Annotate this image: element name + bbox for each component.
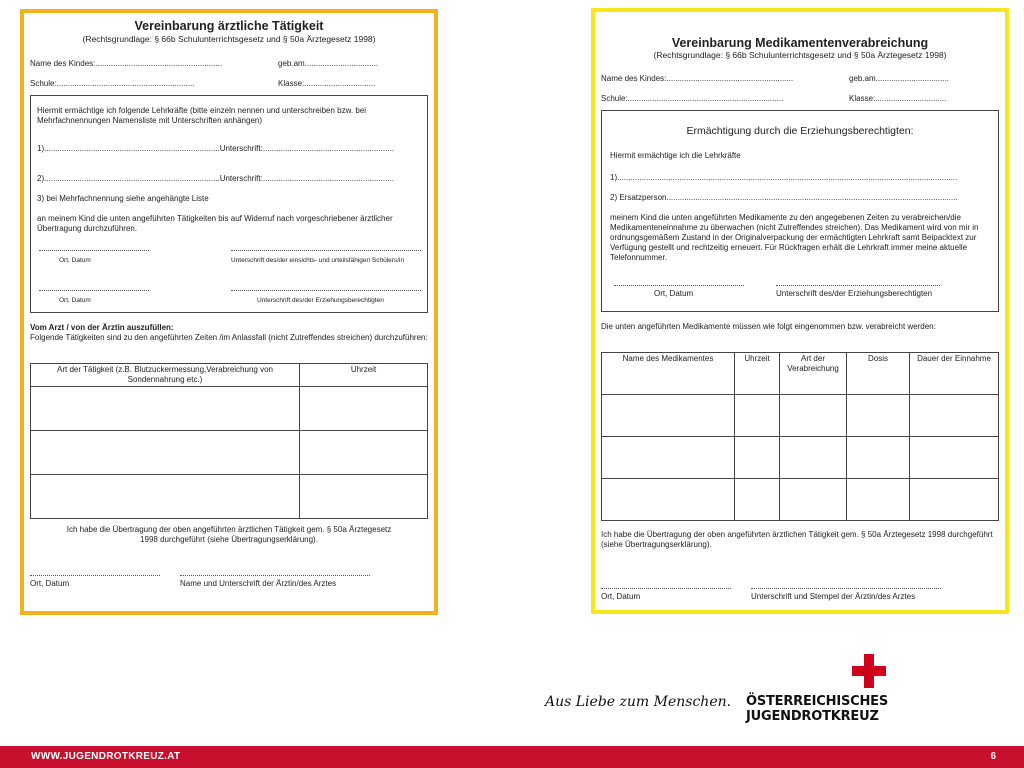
signature-line xyxy=(39,250,149,251)
table-row xyxy=(31,387,428,431)
birthdate-label: geb.am................................. xyxy=(278,59,379,68)
medical-activity-agreement-form xyxy=(20,9,438,615)
child-name-label: Name des Kindes:......................................................... xyxy=(30,59,223,68)
box-heading: Ermächtigung durch die Erziehungsberechtigten: xyxy=(686,125,914,137)
authorization-text: an meinem Kind die unten angeführten Tätigkeiten bis auf Widerruf nach vorgeschriebener ärztlicher Übertragung durchzuführen. xyxy=(37,214,393,233)
table-row xyxy=(602,479,999,521)
form-subtitle: (Rechtsgrundlage: § 66b Schulunterrichtsgesetz und § 50a Ärztegesetz 1998) xyxy=(653,50,947,60)
table-row xyxy=(602,395,999,437)
school-label: Schule:...................................................................... xyxy=(601,94,784,103)
table-row xyxy=(31,431,428,475)
place-date-label: Ort, Datum xyxy=(601,592,641,601)
teacher-line-1: 1)......................................................................................................................................................... xyxy=(610,173,958,182)
teacher-line-1: 1)...............................................................................Unterschrift:........................................................... xyxy=(37,144,394,153)
slogan: Aus Liebe zum Menschen. xyxy=(545,694,732,710)
table-row xyxy=(31,475,428,519)
signature-line xyxy=(39,290,149,291)
confirmation-text: Ich habe die Übertragung der oben angeführten ärztlichen Tätigkeit gem. § 50a Ärztegesetz 1998 durchgeführt (siehe Übertragungserklärung). xyxy=(66,525,392,544)
place-date-label: Ort, Datum xyxy=(59,257,91,264)
doctor-signature-label: Name und Unterschrift der Ärztin/des Arztes xyxy=(180,579,337,588)
medication-table xyxy=(601,352,999,521)
place-date-label: Ort, Datum xyxy=(59,297,91,304)
signature-line xyxy=(614,285,744,286)
signature-line xyxy=(601,588,731,589)
teacher-line-2: 2)...............................................................................Unterschrift:........................................................... xyxy=(37,174,394,183)
birthdate-label: geb.am................................. xyxy=(849,74,950,83)
footer-website-link[interactable]: WWW.JUGENDROTKREUZ.AT xyxy=(31,751,181,762)
place-date-label: Ort, Datum xyxy=(654,289,694,298)
doctor-signature-stamp-label: Unterschrift und Stempel der Ärztin/des Arztes xyxy=(751,592,916,601)
authorization-text: meinem Kind die unten angeführten Medikamente zu den angegebenen Zeiten zu verabreichen/die Medikamenteneinnahme zu überwachen (nicht Zutreffendes streichen). Das Medikament wird von mir in ordnungsgemäßem Zustand in der Originalverpackung der ermächtigten Lehrkraft samt Beipacktext zur Verfügung gestellt und rechtzeitig erneuert. Für Rückfragen erhält die Lehrkraft immer meine aktuelle Telefonnummer. xyxy=(610,213,979,262)
organization-logo-text: ÖSTERREICHISCHES JUGENDROTKREUZ xyxy=(746,694,888,724)
signature-line xyxy=(30,575,160,576)
authorization-intro: Hiermit ermächtige ich folgende Lehrkräfte (bitte einzeln nennen und unterschreiben bzw. bei Mehrfachnennungen Namensliste mit Unterschriften anhängen) xyxy=(37,106,367,125)
medication-table-intro: Die unten angeführten Medikamente müssen wie folgt eingenommen bzw. verabreicht werden: xyxy=(601,322,936,331)
confirmation-text: Ich habe die Übertragung der oben angeführten ärztlichen Tätigkeit gem. § 50a Ärztegesetz 1998 durchgeführt (siehe Übertragungserklärung). xyxy=(601,530,993,549)
class-label: Klasse:................................ xyxy=(278,79,376,88)
substitute-line: 2) Ersatzperson................................................................................................................................... xyxy=(610,193,958,202)
form-title: Vereinbarung Medikamentenverabreichung xyxy=(671,36,929,50)
authorization-intro: Hiermit ermächtige ich die Lehrkräfte xyxy=(610,151,741,160)
place-date-label: Ort, Datum xyxy=(30,579,70,588)
class-label: Klasse:................................ xyxy=(849,94,947,103)
child-name-label: Name des Kindes:......................................................... xyxy=(601,74,794,83)
duration-column-header: Dauer der Einnahme xyxy=(910,353,999,395)
student-signature-label: Unterschrift des/der einsichts- und urteilsfähigen Schülers/in xyxy=(231,257,405,264)
medication-agreement-form xyxy=(591,8,1009,614)
doctor-section-heading: Vom Arzt / von der Ärztin auszufüllen: xyxy=(30,323,174,332)
signature-line xyxy=(231,250,421,251)
teacher-line-3: 3) bei Mehrfachnennung siehe angehängte Liste xyxy=(37,194,209,203)
authorization-box xyxy=(30,95,428,313)
guardian-authorization-box xyxy=(601,110,999,312)
signature-line xyxy=(231,290,421,291)
guardian-signature-label: Unterschrift des/der Erziehungsberechtigten xyxy=(257,297,384,304)
activity-column-header: Art der Tätigkeit (z.B. Blutzuckermessung,Verabreichung von Sondennahrung etc.) xyxy=(31,364,300,387)
red-cross-icon xyxy=(852,654,886,688)
table-row xyxy=(602,437,999,479)
guardian-signature-label: Unterschrift des/der Erziehungsberechtigten xyxy=(776,289,933,298)
form-subtitle: (Rechtsgrundlage: § 66b Schulunterrichtsgesetz und § 50a Ärztegesetz 1998) xyxy=(82,34,376,44)
school-label: Schule:.............................................................. xyxy=(30,79,195,88)
medication-name-header: Name des Medikamentes xyxy=(602,353,735,395)
administration-column-header: Art der Verabreichung xyxy=(780,353,847,395)
page-number: 6 xyxy=(990,751,996,762)
signature-line xyxy=(751,588,941,589)
footer-bar xyxy=(0,746,1024,768)
signature-line xyxy=(180,575,370,576)
activity-table xyxy=(30,363,428,519)
time-column-header: Uhrzeit xyxy=(735,353,780,395)
form-title: Vereinbarung ärztliche Tätigkeit xyxy=(134,19,324,33)
doctor-section-text: Folgende Tätigkeiten sind zu den angeführten Zeiten /im Anlassfall (nicht Zutreffendes streichen) durchzuführen: xyxy=(30,333,428,342)
signature-line xyxy=(776,285,940,286)
dose-column-header: Dosis xyxy=(847,353,910,395)
time-column-header: Uhrzeit xyxy=(300,364,428,387)
